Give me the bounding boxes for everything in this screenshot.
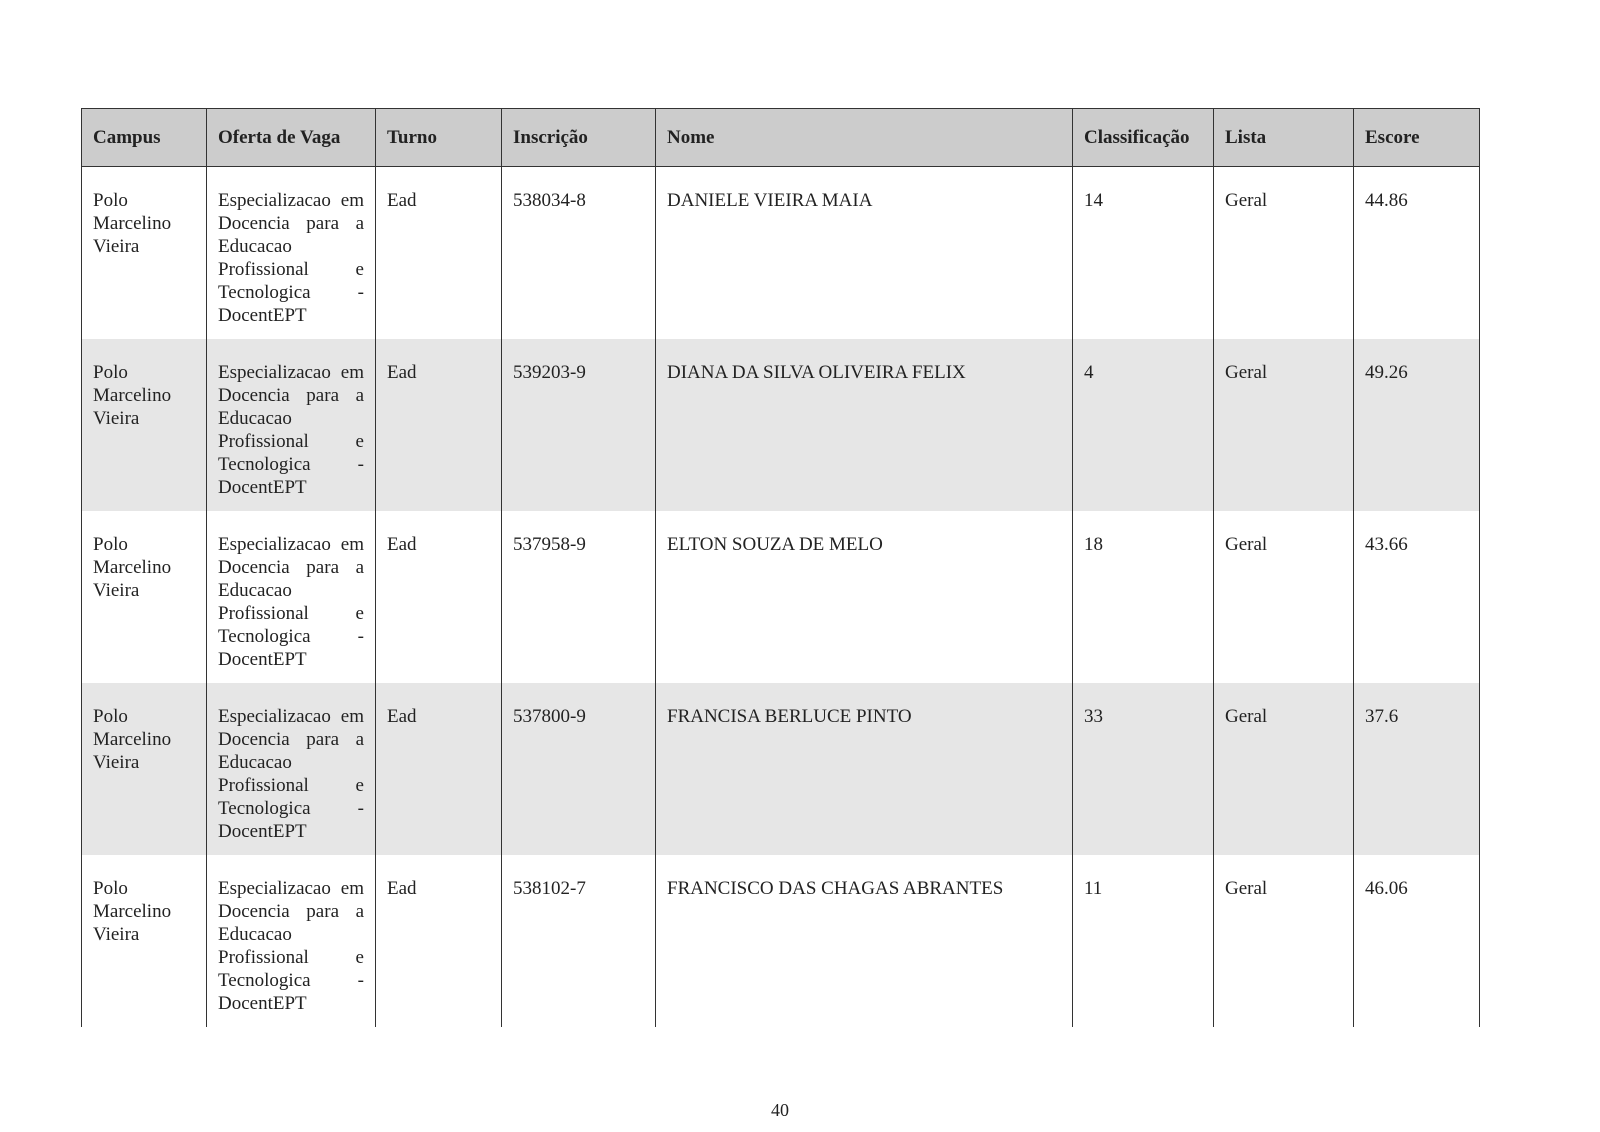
cell-nome: DANIELE VIEIRA MAIA bbox=[656, 167, 1073, 339]
cell-escore: 49.26 bbox=[1354, 339, 1480, 511]
cell-inscricao: 537958-9 bbox=[502, 511, 656, 683]
cell-campus: Polo Marcelino Vieira bbox=[82, 511, 207, 683]
header-campus: Campus bbox=[82, 109, 207, 167]
cell-classificacao: 4 bbox=[1073, 339, 1214, 511]
header-row bbox=[82, 109, 1480, 167]
header-turno: Turno bbox=[376, 109, 502, 167]
cell-oferta: Especializacao em Docencia para a Educacao Profissional e Tecnologica - DocentEPT bbox=[207, 683, 376, 855]
table-row bbox=[82, 855, 1480, 1027]
cell-escore: 43.66 bbox=[1354, 511, 1480, 683]
cell-inscricao: 537800-9 bbox=[502, 683, 656, 855]
page-number: 40 bbox=[771, 1100, 789, 1120]
cell-turno: Ead bbox=[376, 683, 502, 855]
cell-campus: Polo Marcelino Vieira bbox=[82, 683, 207, 855]
cell-escore: 37.6 bbox=[1354, 683, 1480, 855]
cell-classificacao: 18 bbox=[1073, 511, 1214, 683]
table-row bbox=[82, 339, 1480, 511]
header-classificacao: Classificação bbox=[1073, 109, 1214, 167]
cell-lista: Geral bbox=[1214, 511, 1354, 683]
cell-turno: Ead bbox=[376, 511, 502, 683]
header-inscricao: Inscrição bbox=[502, 109, 656, 167]
cell-lista: Geral bbox=[1214, 339, 1354, 511]
cell-lista: Geral bbox=[1214, 855, 1354, 1027]
cell-classificacao: 11 bbox=[1073, 855, 1214, 1027]
cell-inscricao: 538034-8 bbox=[502, 167, 656, 339]
results-table bbox=[81, 108, 1480, 1027]
cell-turno: Ead bbox=[376, 855, 502, 1027]
cell-nome: DIANA DA SILVA OLIVEIRA FELIX bbox=[656, 339, 1073, 511]
header-nome: Nome bbox=[656, 109, 1073, 167]
cell-oferta: Especializacao em Docencia para a Educacao Profissional e Tecnologica - DocentEPT bbox=[207, 511, 376, 683]
cell-campus: Polo Marcelino Vieira bbox=[82, 339, 207, 511]
cell-escore: 44.86 bbox=[1354, 167, 1480, 339]
cell-nome: FRANCISCO DAS CHAGAS ABRANTES bbox=[656, 855, 1073, 1027]
cell-classificacao: 33 bbox=[1073, 683, 1214, 855]
header-lista: Lista bbox=[1214, 109, 1354, 167]
header-escore: Escore bbox=[1354, 109, 1480, 167]
cell-lista: Geral bbox=[1214, 683, 1354, 855]
cell-campus: Polo Marcelino Vieira bbox=[82, 167, 207, 339]
cell-oferta: Especializacao em Docencia para a Educacao Profissional e Tecnologica - DocentEPT bbox=[207, 339, 376, 511]
cell-nome: FRANCISA BERLUCE PINTO bbox=[656, 683, 1073, 855]
table-header bbox=[82, 109, 1480, 167]
cell-classificacao: 14 bbox=[1073, 167, 1214, 339]
cell-campus: Polo Marcelino Vieira bbox=[82, 855, 207, 1027]
cell-nome: ELTON SOUZA DE MELO bbox=[656, 511, 1073, 683]
cell-inscricao: 539203-9 bbox=[502, 339, 656, 511]
table-body bbox=[82, 167, 1480, 1027]
cell-escore: 46.06 bbox=[1354, 855, 1480, 1027]
table-row bbox=[82, 511, 1480, 683]
cell-lista: Geral bbox=[1214, 167, 1354, 339]
table-row bbox=[82, 683, 1480, 855]
cell-turno: Ead bbox=[376, 339, 502, 511]
cell-oferta: Especializacao em Docencia para a Educacao Profissional e Tecnologica - DocentEPT bbox=[207, 855, 376, 1027]
table-row bbox=[82, 167, 1480, 339]
cell-turno: Ead bbox=[376, 167, 502, 339]
cell-inscricao: 538102-7 bbox=[502, 855, 656, 1027]
cell-oferta: Especializacao em Docencia para a Educacao Profissional e Tecnologica - DocentEPT bbox=[207, 167, 376, 339]
header-oferta-de-vaga: Oferta de Vaga bbox=[207, 109, 376, 167]
